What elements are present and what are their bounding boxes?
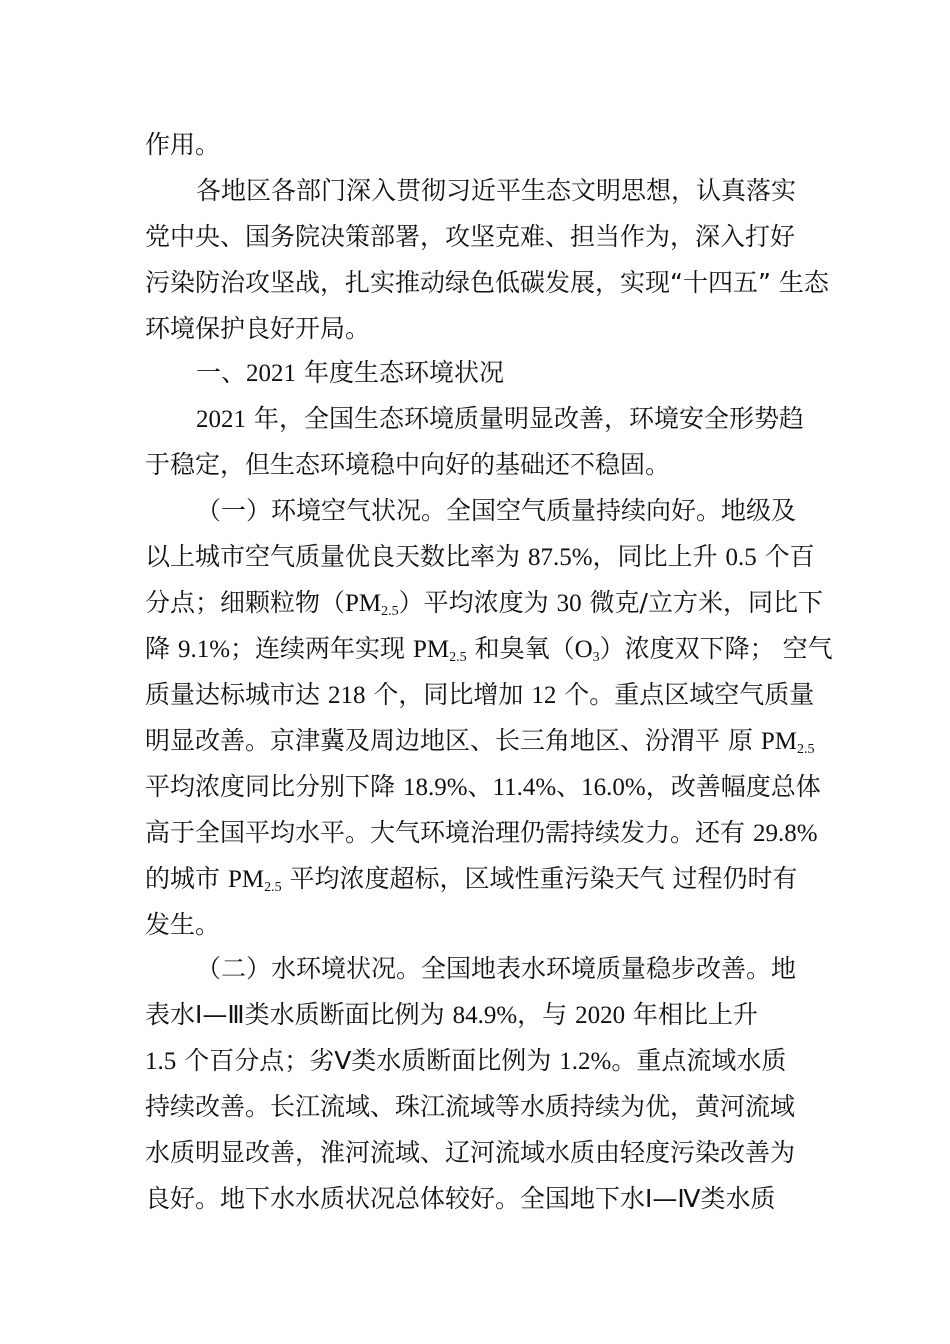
text-line: 环境保护良好开局。 bbox=[145, 314, 371, 343]
text-line: 1.5 个百分点；劣Ⅴ类水质断面比例为 1.2%。重点流域水质 bbox=[145, 1046, 787, 1075]
text-line: 2021 年，全国生态环境质量明显改善，环境安全形势趋 bbox=[196, 404, 804, 433]
text-line: 发生。 bbox=[145, 910, 221, 939]
text-line: 污染防治攻坚战，扎实推动绿色低碳发展，实现“十四五” 生态 bbox=[145, 268, 829, 297]
text-line: 作用。 bbox=[145, 130, 221, 159]
section-heading: 一、2021 年度生态环境状况 bbox=[196, 358, 504, 387]
text-line: 以上城市空气质量优良天数比率为 87.5%，同比上升 0.5 个百 bbox=[145, 542, 815, 571]
text-line: （二）水环境状况。全国地表水环境质量稳步改善。地 bbox=[196, 954, 797, 983]
text-line: 分点；细颗粒物$(PM_{2.5})$平均浓度为 30 微克/立方米，同比下 bbox=[145, 588, 823, 619]
text-line: 的城市 $PM_{2.5}$ 平均浓度超标，区域性重污染天气 过程仍时有 bbox=[145, 864, 798, 895]
text-line: 党中央、国务院决策部署，攻坚克难、担当作为，深入打好 bbox=[145, 222, 796, 251]
text-line: 质量达标城市达 218 个，同比增加 12 个。重点区域空气质量 bbox=[145, 680, 815, 709]
text-line: 降 9.1%；连续两年实现 $PM_{2.5}$ 和臭氧$(O_3)$浓度双下降； 空气 bbox=[145, 634, 833, 665]
text-line: 持续改善。长江流域、珠江流域等水质持续为优，黄河流域 bbox=[145, 1092, 796, 1121]
text-line: 良好。地下水水质状况总体较好。全国地下水Ⅰ—Ⅳ类水质 bbox=[145, 1184, 776, 1213]
text-line: 水质明显改善，淮河流域、辽河流域水质由轻度污染改善为 bbox=[145, 1138, 796, 1167]
text-line: （一）环境空气状况。全国空气质量持续向好。地级及 bbox=[196, 496, 797, 525]
text-line: 明显改善。京津冀及周边地区、长三角地区、汾渭平 原 $PM_{2.5}$ bbox=[145, 726, 815, 757]
text-line: 于稳定，但生态环境稳中向好的基础还不稳固。 bbox=[145, 450, 671, 479]
text-line: 平均浓度同比分别下降 18.9%、11.4%、16.0%，改善幅度总体 bbox=[145, 772, 821, 801]
text-line: 表水Ⅰ—Ⅲ类水质断面比例为 84.9%，与 2020 年相比上升 bbox=[145, 1000, 759, 1029]
text-line: 各地区各部门深入贯彻习近平生态文明思想，认真落实 bbox=[196, 176, 797, 205]
text-line: 高于全国平均水平。大气环境治理仍需持续发力。还有 29.8% bbox=[145, 818, 818, 847]
